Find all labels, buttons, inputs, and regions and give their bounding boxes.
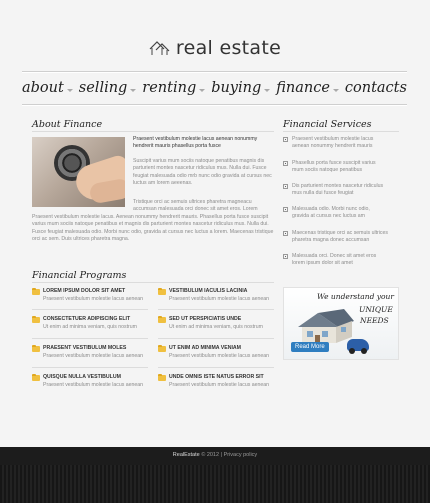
footer-separator: |: [220, 452, 223, 458]
bullet-icon: [283, 207, 288, 212]
folder-icon: [158, 289, 166, 295]
chevron-down-icon: [199, 89, 205, 92]
program-text: Praesent vestibulum molestie lacus aenean: [169, 296, 270, 302]
main-navigation: [22, 78, 407, 98]
programs-title: Financial Programs: [32, 270, 127, 281]
divider: [283, 131, 399, 132]
program-item[interactable]: [32, 345, 148, 360]
promo-banner[interactable]: [283, 287, 399, 360]
banner-line-2: UNIQUE: [359, 305, 393, 314]
service-item[interactable]: [283, 160, 388, 175]
program-heading: UNDE OMNIS ISTE NATUS ERROR SIT: [169, 374, 264, 380]
service-text: Praesent vestibulum molestie lacus aenean nonummy hendrerit mauris: [292, 136, 374, 150]
nav-top-divider: [22, 71, 407, 73]
about-paragraph-1: Suscipit varius mum sociis natoque penatibus magnis dis parturient montes nascetur ridiculus mus. Nulla dui. Fusce feugiat malesuada odio mrb nunc odio gravida at cursus nec luctus am lorem aeeenas.: [133, 158, 272, 187]
bullet-icon: [283, 184, 288, 189]
program-heading: SED UT PERSPICIATIS UNDE: [169, 316, 242, 322]
nav-item-renting[interactable]: [142, 80, 205, 96]
chevron-down-icon: [67, 89, 73, 92]
house-image: [294, 307, 356, 347]
divider: [158, 367, 274, 368]
nav-item-selling[interactable]: [79, 80, 137, 96]
program-text: Praesent vestibulum molestie lacus aenean: [43, 382, 144, 388]
divider: [158, 338, 274, 339]
services-title: Financial Services: [283, 119, 372, 130]
program-text: Ut enim ad minima veniam, quis nostrum: [169, 324, 263, 330]
program-item[interactable]: [158, 374, 274, 389]
service-text: Malesuada odio. Morbi nunc odio, gravida at cursus nec luctus am: [292, 206, 370, 220]
program-item[interactable]: [158, 288, 274, 303]
service-text: Malesuada orci. Donec sit amet eros lorem ipsum dolor sit amet: [292, 253, 377, 267]
bullet-icon: [283, 231, 288, 236]
chevron-down-icon: [264, 89, 270, 92]
service-text: Dis parturient montes nascetur ridiculus mus nulla dui fusce feugiat: [292, 183, 384, 197]
banner-line-1: We understand your: [317, 292, 394, 301]
folder-icon: [32, 289, 40, 295]
program-heading: CONSECTETUER ADIPISCING ELIT: [43, 316, 131, 322]
nav-label: buying: [211, 80, 262, 96]
program-heading: PRAESENT VESTIBULUM MOLES: [43, 345, 127, 351]
folder-icon: [158, 346, 166, 352]
footer-text: [0, 452, 430, 458]
bullet-icon: [283, 161, 288, 166]
service-text: Maecenas tristique orci ac semuis ultrices pharetra magna donec accumsan: [292, 230, 389, 244]
service-item[interactable]: [283, 136, 388, 151]
nav-label: renting: [142, 80, 197, 96]
program-heading: VESTIBULUM IACULIS LACINIA: [169, 288, 248, 294]
nav-item-about[interactable]: [22, 80, 73, 96]
about-paragraph-2: Tristique orci ac semuis ultrices pharetra magneacu accumsan malesuada orci donec sit amet eros. Lorem: [133, 199, 258, 213]
privacy-policy-link[interactable]: Privacy policy: [223, 452, 258, 458]
service-item[interactable]: [283, 230, 388, 245]
nav-label: selling: [78, 80, 128, 96]
folder-icon: [32, 317, 40, 323]
divider: [32, 282, 274, 283]
program-text: Praesent vestibulum molestie lacus aenean: [43, 353, 144, 359]
divider: [32, 309, 148, 310]
about-intro: Praesent vestibulum molestie lacus aenean nonummy hendrerit mauris phasellus porta fusce: [133, 136, 258, 150]
program-text: Praesent vestibulum molestie lacus aenean: [169, 382, 270, 388]
nav-label: finance: [276, 80, 330, 96]
service-item[interactable]: [283, 206, 388, 221]
read-more-button[interactable]: Read More: [291, 342, 329, 352]
divider: [32, 367, 148, 368]
service-item[interactable]: [283, 253, 388, 268]
banner-line-3: NEEDS: [360, 316, 389, 325]
footer-copyright: © 2012: [201, 452, 220, 458]
about-title: About Finance: [32, 119, 103, 130]
bullet-icon: [283, 137, 288, 142]
service-item[interactable]: [283, 183, 388, 198]
nav-label: about: [22, 80, 64, 96]
nav-item-finance[interactable]: [276, 80, 339, 96]
nav-item-contacts[interactable]: [345, 80, 407, 96]
divider: [158, 309, 274, 310]
nav-label: contacts: [344, 80, 407, 96]
program-item[interactable]: [32, 374, 148, 389]
service-text: Phasellus porta fusce suscipit varius mum sociis natoque penatibus: [292, 160, 376, 174]
footer-brand: RealEstate: [172, 452, 200, 458]
chevron-down-icon: [130, 89, 136, 92]
site-logo[interactable]: [0, 37, 430, 59]
program-item[interactable]: [32, 288, 148, 303]
about-paragraph-3: Praesent vestibulum molestie lacus. Aenean nonummy hendrerit mauris. Phasellus porta fusce suscipit varius mum sociis natoque penatibus et magnis dis parturient montes nascetur ridiculus mus. Nulla dui. Fusce feugiat malesuada odio. Morbi nunc odio, gravida at cursus nec luctus a lorem. Maecenas tristique orci ac sem. Duis ultrices pharetra magna.: [32, 214, 274, 243]
folder-icon: [32, 346, 40, 352]
program-heading: LOREM IPSUM DOLOR SIT AMET: [43, 288, 126, 294]
house-logo-icon: [149, 40, 171, 56]
logo-text: real estate: [175, 37, 282, 59]
program-text: Praesent vestibulum molestie lacus aenean: [43, 296, 144, 302]
folder-icon: [32, 375, 40, 381]
program-text: Praesent vestibulum molestie lacus aenean: [169, 353, 270, 359]
program-item[interactable]: [158, 345, 274, 360]
program-item[interactable]: [158, 316, 274, 331]
nav-bottom-divider: [22, 104, 407, 106]
divider: [32, 338, 148, 339]
about-photo: [32, 137, 125, 207]
program-heading: UT ENIM AD MINIMA VENIAM: [169, 345, 241, 351]
program-heading: QUISQUE NULLA VESTIBULUM: [43, 374, 121, 380]
chevron-down-icon: [333, 89, 339, 92]
nav-item-buying[interactable]: [211, 80, 270, 96]
folder-icon: [158, 375, 166, 381]
folder-icon: [158, 317, 166, 323]
bullet-icon: [283, 254, 288, 259]
car-image: [347, 339, 369, 351]
footer: [0, 447, 430, 503]
program-text: Ut enim ad minima veniam, quis nostrum: [43, 324, 137, 330]
program-item[interactable]: [32, 316, 148, 331]
divider: [32, 131, 274, 132]
